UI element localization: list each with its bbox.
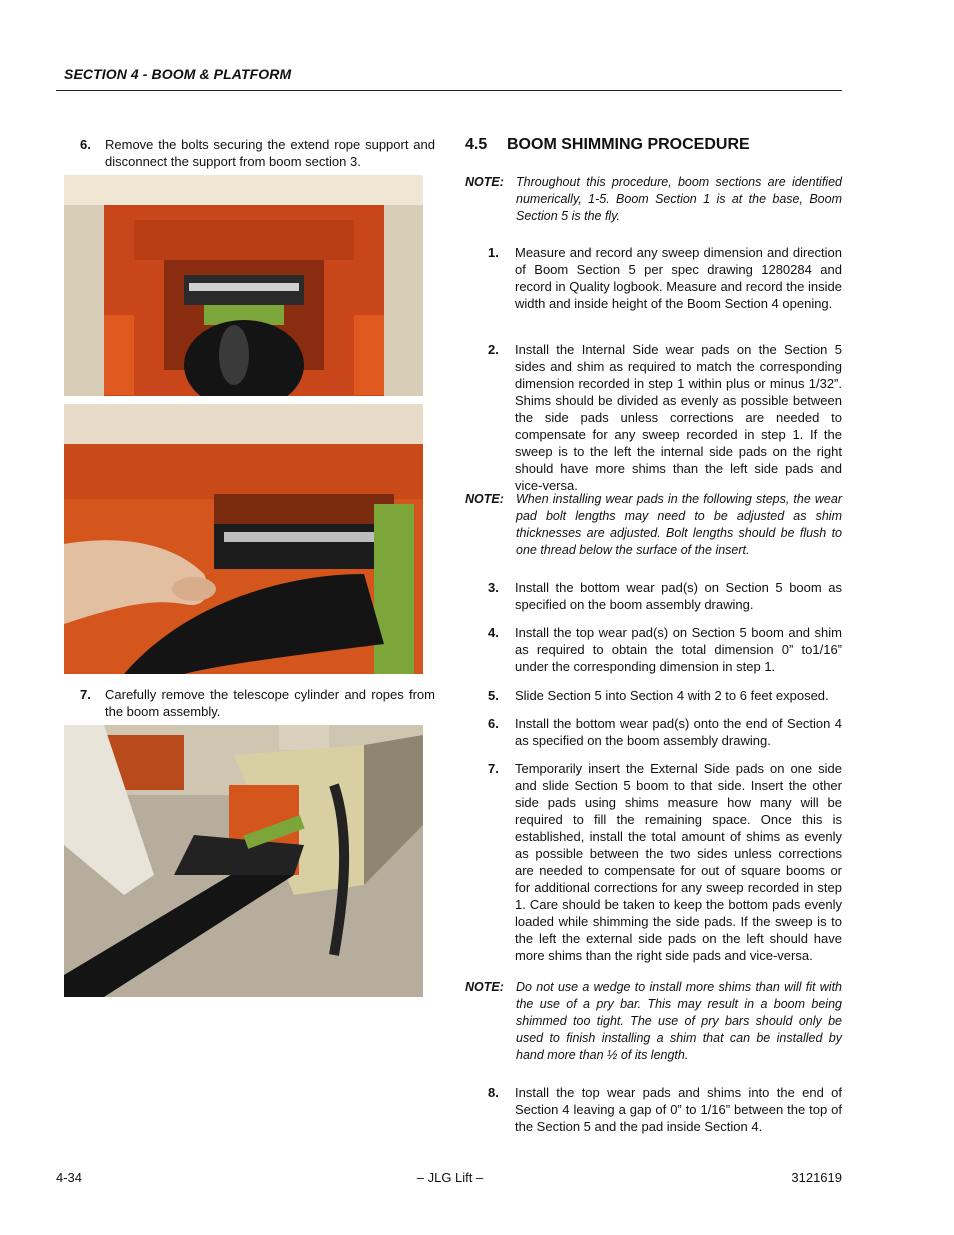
step-text: Remove the bolts securing the extend rope support and disconnect the support from boom section 3. xyxy=(105,137,435,169)
step-number: 6. xyxy=(488,716,499,731)
step-text: Install the top wear pads and shims into the end of Section 4 leaving a gap of 0” to 1/16” between the top of the Section 5 and the pad inside Section 4. xyxy=(515,1085,842,1134)
photo-cylinder-removal xyxy=(64,725,423,997)
step-text: Carefully remove the telescope cylinder and ropes from the boom assembly. xyxy=(105,687,435,719)
step-number: 6. xyxy=(80,137,91,152)
note-text: Do not use a wedge to install more shims than will fit with the use of a pry bar. This may result in a boom being shimmed too tight. The use of pry bars should only be used to finish installing a shim that can be installed by hand more than ½ of its length. xyxy=(516,980,842,1062)
photo-rope-support xyxy=(64,175,423,396)
step-text: Install the top wear pad(s) on Section 5 boom and shim as required to obtain the total dimension 0” to1/16” under the corresponding dimension in step 1. xyxy=(515,625,842,674)
footer-brand: – JLG Lift – xyxy=(416,1170,484,1185)
document-number: 3121619 xyxy=(791,1170,842,1185)
step-number: 5. xyxy=(488,688,499,703)
section-title: BOOM SHIMMING PROCEDURE xyxy=(507,136,750,153)
step-text: Measure and record any sweep dimension and direction of Boom Section 5 per spec drawing 1280284 and record in Quality logbook. Measure and record the inside width and inside height of the Boom Section 4 opening. xyxy=(515,245,842,311)
step-number: 4. xyxy=(488,625,499,640)
note-label: NOTE: xyxy=(465,492,504,506)
step-text: Install the bottom wear pad(s) on Section 5 boom as specified on the boom assembly drawing. xyxy=(515,580,842,612)
section-header-title: SECTION 4 - BOOM & PLATFORM xyxy=(64,66,292,82)
section-heading xyxy=(465,136,750,154)
step-number: 3. xyxy=(488,580,499,595)
section-number: 4.5 xyxy=(465,136,488,153)
note-text: Throughout this procedure, boom sections are identified numerically, 1-5. Boom Section 1 is at the base, Boom Section 5 is the fly. xyxy=(516,175,842,223)
step-text: Install the bottom wear pad(s) onto the end of Section 4 as specified on the boom assembly drawing. xyxy=(515,716,842,748)
step-number: 7. xyxy=(80,687,91,702)
page-number: 4-34 xyxy=(56,1170,83,1185)
step-number: 8. xyxy=(488,1085,499,1100)
step-number: 7. xyxy=(488,761,499,776)
photo-cylinder-hand xyxy=(64,404,423,674)
header-divider xyxy=(56,90,842,91)
step-number: 1. xyxy=(488,245,499,260)
step-number: 2. xyxy=(488,342,499,357)
step-text: Temporarily insert the External Side pads on one side and slide Section 5 boom to that side. Insert the other side pads using shims measure how many will be required to fill the remaining space. Once this is established, install the total amount of shims as evenly as possible between the two sides unless corrections are needed to compensate for out of square booms or for additional corrections for any sweep recorded in step 1. Care should be taken to keep the bottom pads evenly loaded while shimming the side pads. If the sweep is to the left the external side pads on the left should have more shims than the right side pads and vice-versa. xyxy=(515,761,842,963)
step-text: Slide Section 5 into Section 4 with 2 to 6 feet exposed. xyxy=(515,688,829,703)
step-text: Install the Internal Side wear pads on the Section 5 sides and shim as required to match the corresponding dimension recorded in step 1 within plus or minus 1/32”. Shims should be divided as evenly as possible between the side pads unless corrections are needed to compensate for any sweep recorded in step 1. If the sweep is to the left the internal side pads on the right should have more shims than the left side pads and vice-versa. xyxy=(515,342,842,493)
note-label: NOTE: xyxy=(465,175,504,189)
note-text: When installing wear pads in the following steps, the wear pad bolt lengths may need to be adjusted as shim thicknesses are adjusted. Bolt lengths should be flush to one thread below the surface of the insert. xyxy=(516,492,842,557)
note-label: NOTE: xyxy=(465,980,504,994)
